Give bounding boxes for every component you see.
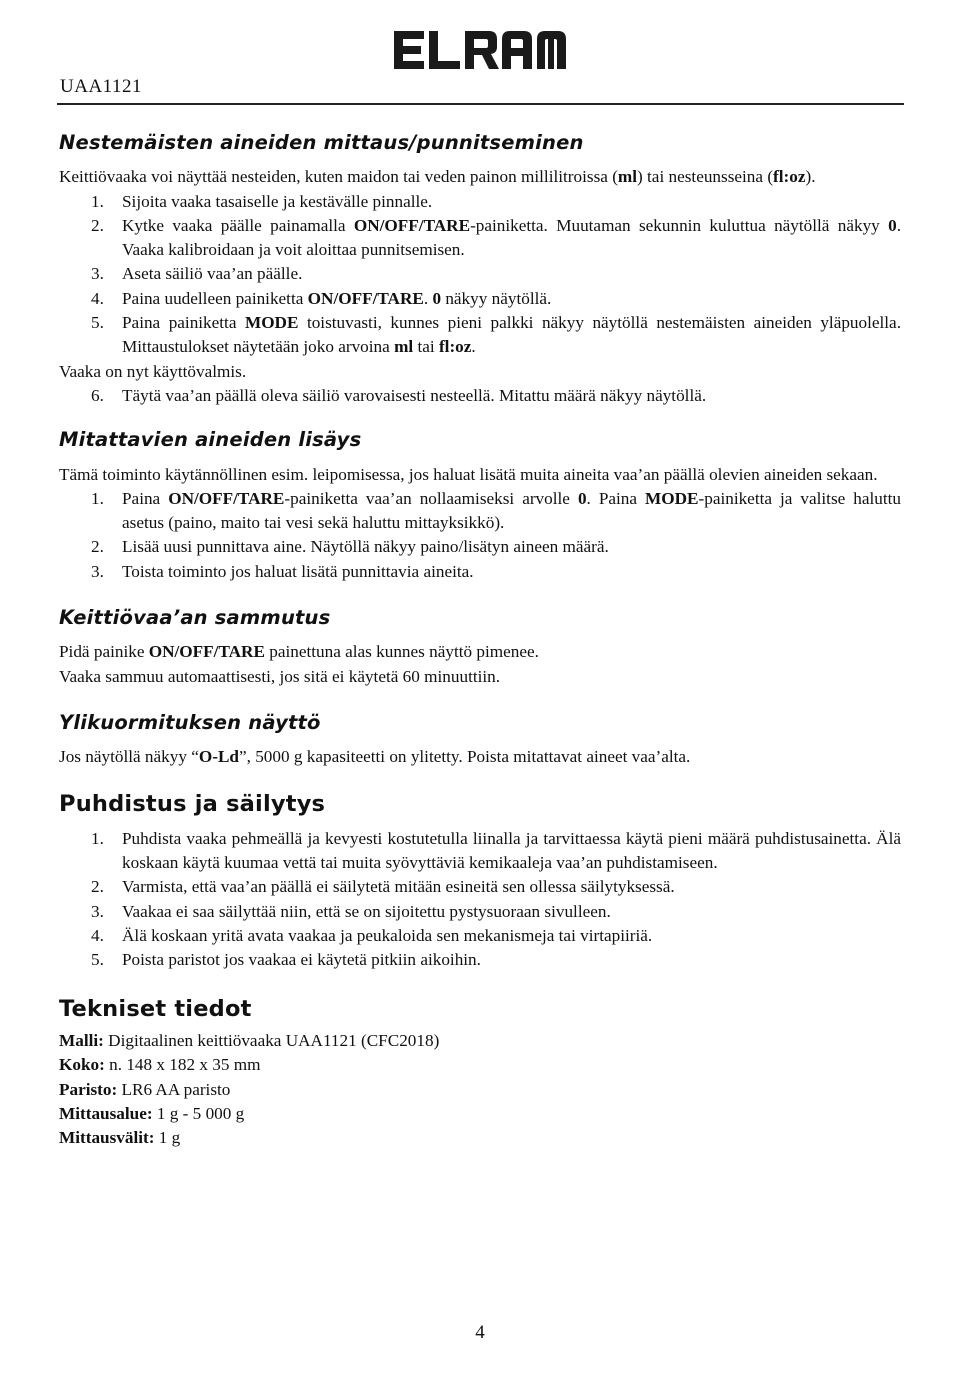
section-title-liquids: Nestemäisten aineiden mittaus/punnitseminen [59, 131, 584, 154]
list-item: 6. Täytä vaa’an päällä oleva säiliö varovaisesti nesteellä. Mitattu määrä näkyy näytöllä. [91, 385, 707, 405]
list-item: 4. Paina uudelleen painiketta ON/OFF/TARE. 0 näkyy näytöllä. [91, 288, 552, 308]
shutdown-line-1: Pidä painike ON/OFF/TARE painettuna alas kunnes näyttö pimenee. [59, 642, 539, 662]
list-item: 2. Lisää uusi punnittava aine. Näytöllä näkyy paino/lisätyn aineen määrä. [91, 537, 609, 557]
list-item: 5. Paina painiketta MODE toistuvasti, kunnes pieni palkki näkyy näytöllä nestemäisten aineiden yläpuolella. Mittaustulokset näytetään joko arvoina ml tai fl:oz. [91, 313, 901, 357]
spec-size: Koko: n. 148 x 182 x 35 mm [59, 1055, 261, 1075]
spec-model: Malli: Digitaalinen keittiövaaka UAA1121 (CFC2018) [59, 1030, 440, 1050]
list-item: 2. Kytke vaaka päälle painamalla ON/OFF/TARE-painiketta. Muutaman sekunnin kuluttua näytöllä näkyy 0. Vaaka kalibroidaan ja voit aloittaa punnitsemisen. [91, 215, 901, 260]
list-item: 1. Sijoita vaaka tasaiselle ja kestävälle pinnalle. [91, 191, 433, 211]
list-item: 2. Varmista, että vaa’an päällä ei säilytetä mitään esineitä sen ollessa säilytyksessä. [91, 877, 675, 897]
model-code: UAA1121 [60, 76, 142, 97]
list-item: 1. Puhdista vaaka pehmeällä ja kevyesti kostutetulla liinalla ja tarvittaessa käytä pieni määrä puhdistusainetta. Älä koskaan käytä kuumaa vettä tai muita syövyttäviä kemikaaleja vaa’an puhdistamiseen. [91, 828, 901, 873]
cleaning-steps [59, 827, 901, 973]
specs-list [59, 1029, 901, 1150]
list-item: 3. Toista toiminto jos haluat lisätä punnittavia aineita. [91, 561, 474, 581]
section-title-specs: Tekniset tiedot [59, 995, 252, 1022]
elram-logo [392, 27, 568, 73]
list-item: 1. Paina ON/OFF/TARE-painiketta vaa’an nollaamiseksi arvolle 0. Paina MODE-painiketta ja valitse haluttu asetus (paino, maito tai vesi sekä haluttu mittayksikkö). [91, 488, 902, 533]
liquids-steps [59, 190, 901, 360]
shutdown-line-2: Vaaka sammuu automaattisesti, jos sitä ei käytetä 60 minuuttiin. [59, 666, 501, 686]
section-title-shutdown: Keittiövaa’an sammutus [59, 606, 331, 630]
liquids-intro: Keittiövaaka voi näyttää nesteiden, kuten maidon tai veden painon millilitroissa (ml) tai nesteunsseina (fl:oz). [59, 167, 816, 187]
list-item: 3. Vaakaa ei saa säilyttää niin, että se on sijoitettu pystysuoraan sivulleen. [91, 901, 611, 921]
list-item: 3. Aseta säiliö vaa’an päälle. [91, 264, 303, 284]
list-item: 4. Älä koskaan yritä avata vaakaa ja peukaloida sen mekanismeja tai virtapiiriä. [91, 926, 653, 946]
adding-steps [59, 487, 901, 584]
section-title-overload: Ylikuormituksen näyttö [59, 710, 321, 734]
spec-range: Mittausalue: 1 g - 5 000 g [59, 1103, 245, 1123]
page-number: 4 [475, 1322, 485, 1343]
section-title-cleaning: Puhdistus ja säilytys [59, 790, 326, 817]
liquids-steps-cont [59, 384, 901, 408]
list-item: 5. Poista paristot jos vaakaa ei käytetä pitkiin aikoihin. [91, 950, 481, 970]
ready-note: Vaaka on nyt käyttövalmis. [59, 361, 247, 381]
overload-line: Jos näytöllä näkyy “O-Ld”, 5000 g kapasiteetti on ylitetty. Poista mitattavat aineet vaa’alta. [59, 747, 691, 767]
spec-battery: Paristo: LR6 AA paristo [59, 1079, 231, 1099]
header-divider [57, 103, 904, 105]
section-title-adding: Mitattavien aineiden lisäys [59, 428, 362, 452]
main-content [59, 128, 901, 1150]
adding-intro: Tämä toiminto käytännöllinen esim. leipomisessa, jos haluat lisätä muita aineita vaa’an päällä olevien aineiden sekaan. [59, 464, 878, 484]
spec-interval: Mittausvälit: 1 g [59, 1128, 181, 1148]
